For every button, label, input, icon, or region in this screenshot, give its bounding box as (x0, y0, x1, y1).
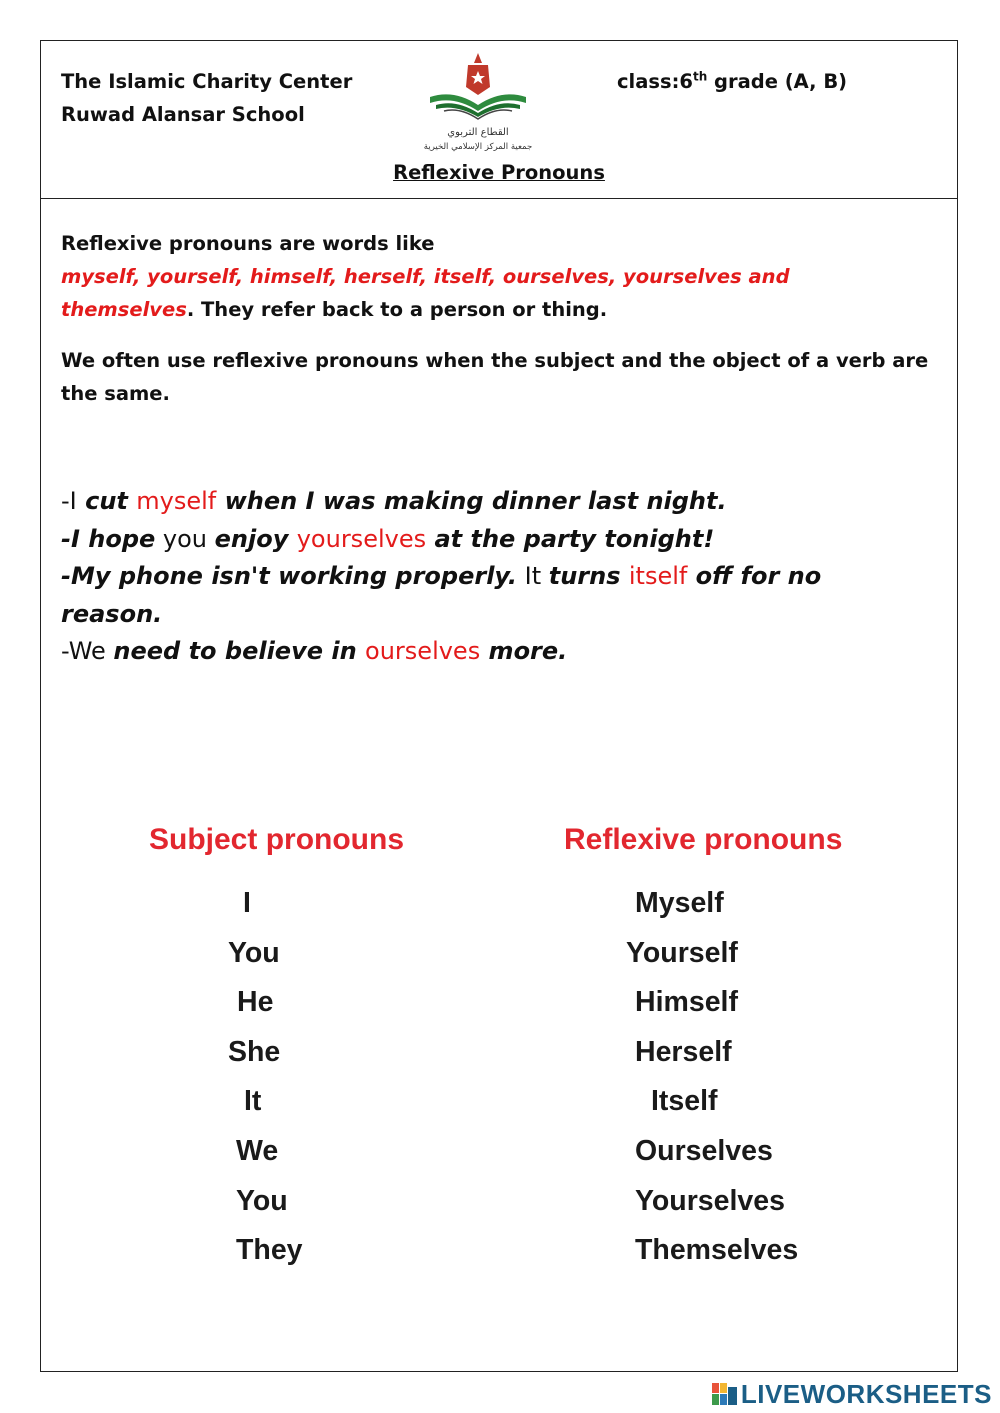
school-logo (424, 49, 532, 157)
page-title: Reflexive Pronouns (393, 161, 605, 184)
example-1: -I cut myself when I was making dinner last night. (61, 487, 727, 515)
subject-pronoun: I (243, 887, 251, 919)
reflexive-heading: Reflexive pronouns (564, 823, 843, 856)
reflexive-pronoun: Herself (635, 1035, 732, 1068)
intro-line1: Reflexive pronouns are words like (61, 232, 435, 255)
class-info (617, 65, 847, 98)
subject-pronoun: You (228, 936, 280, 969)
worksheet-frame (40, 40, 958, 1372)
brand-name: LIVEWORKSHEETS (740, 1378, 992, 1409)
intro-rest: . They refer back to a person or thing. (186, 298, 608, 321)
subject-pronoun: She (228, 1035, 281, 1068)
reflexive-column (626, 879, 826, 1276)
logo-arabic-line2: جمعية المركز الإسلامي الخيرية (424, 142, 532, 152)
subject-pronoun: They (236, 1234, 303, 1267)
class-prefix: class:6 (617, 70, 693, 93)
subject-pronoun: It (244, 1085, 262, 1118)
example-3-cont: reason. (61, 599, 163, 628)
example-sentences (61, 483, 937, 671)
example-4: -We need to believe in ourselves more. (61, 637, 568, 665)
subject-pronoun: He (237, 986, 274, 1019)
usage-paragraph: We often use reflexive pronouns when the subject and the object of a verb are the same. (61, 349, 929, 405)
example-2: -I hope you enjoy yourselves at the party tonight! (61, 524, 715, 553)
reflexive-pronoun: Ourselves (635, 1134, 773, 1167)
school-name: Ruwad Alansar School (61, 103, 305, 126)
pronoun-table (136, 823, 864, 1343)
liveworksheets-logo-icon (712, 1383, 738, 1405)
subject-pronoun: You (236, 1184, 288, 1217)
liveworksheets-brand (712, 1378, 992, 1410)
reflexive-pronoun: Yourself (626, 936, 738, 969)
and-word: and (741, 265, 790, 288)
reflexive-pronoun: Yourselves (635, 1184, 785, 1217)
reflexive-pronoun: Themselves (635, 1234, 799, 1267)
subject-heading: Subject pronouns (149, 823, 404, 856)
reflexive-pronoun: Himself (635, 986, 738, 1019)
themselves-word: themselves (61, 298, 187, 321)
class-suffix: grade (A, B) (707, 70, 848, 93)
example-3: -My phone isn't working properly. It turns itself off for no (61, 562, 822, 590)
subject-column (228, 879, 318, 1276)
logo-arabic-line1: القطاع التربوي (447, 127, 509, 138)
worksheet-header (41, 41, 957, 199)
org-name: The Islamic Charity Center (61, 70, 353, 93)
class-sup: th (692, 69, 708, 84)
reflexive-pronoun: Myself (635, 887, 724, 919)
pronoun-list: myself, yourself, himself, herself, itself, ourselves, yourselves (61, 265, 742, 288)
intro-paragraph (61, 227, 937, 326)
subject-pronoun: We (236, 1134, 279, 1167)
reflexive-pronoun: Itself (651, 1085, 718, 1118)
school-info (61, 65, 352, 131)
